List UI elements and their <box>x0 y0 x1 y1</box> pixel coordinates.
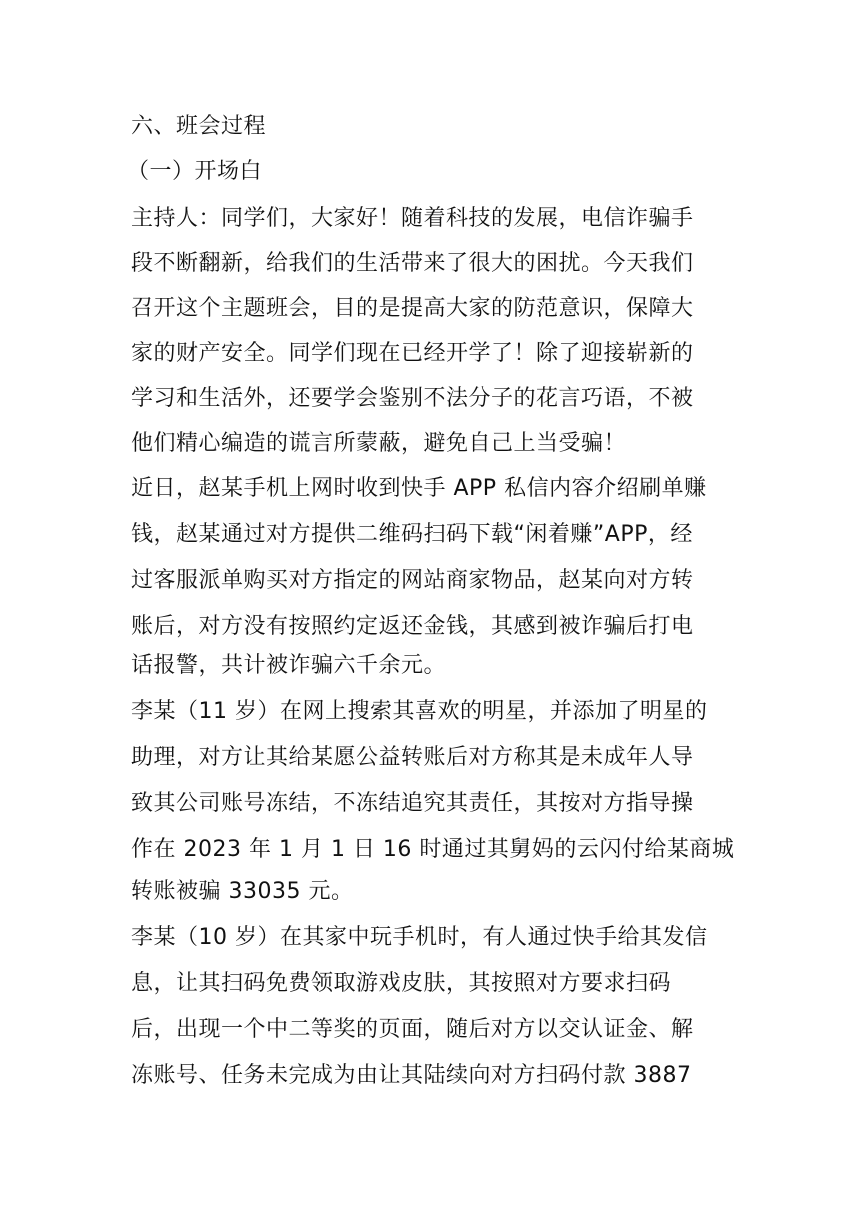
paragraph-line: 近日，赵某手机上网时收到快手 APP 私信内容介绍刷单赚 <box>131 476 707 501</box>
section-heading: 六、班会过程 <box>131 114 267 139</box>
paragraph-line: 后，出现一个中二等奖的页面，随后对方以交认证金、解 <box>131 1017 694 1042</box>
paragraph-line: 李某（11 岁）在网上搜索其喜欢的明星，并添加了明星的 <box>131 699 708 724</box>
paragraph-line: 主持人：同学们，大家好！随着科技的发展，电信诈骗手 <box>131 206 694 231</box>
paragraph-line: 话报警，共计被诈骗六千余元。 <box>131 653 447 678</box>
paragraph-line: 致其公司账号冻结，不冻结追究其责任，其按对方指导操 <box>131 791 694 816</box>
paragraph-line: 段不断翻新，给我们的生活带来了很大的困扰。今天我们 <box>131 251 694 276</box>
paragraph-line: 召开这个主题班会，目的是提高大家的防范意识，保障大 <box>131 296 694 321</box>
paragraph-line: 冻账号、任务未完成为由让其陆续向对方扫码付款 3887 <box>131 1063 692 1088</box>
paragraph-line: 助理，对方让其给某愿公益转账后对方称其是未成年人导 <box>131 745 694 770</box>
subsection-heading: （一）开场白 <box>127 159 263 184</box>
paragraph-line: 过客服派单购买对方指定的网站商家物品，赵某向对方转 <box>131 568 694 593</box>
paragraph-line: 转账被骗 33035 元。 <box>131 879 354 904</box>
paragraph-line: 账后，对方没有按照约定返还金钱，其感到被诈骗后打电 <box>131 614 694 639</box>
paragraph-line: 作在 2023 年 1 月 1 日 16 时通过其舅妈的云闪付给某商城 <box>131 837 735 862</box>
paragraph-line: 息，让其扫码免费领取游戏皮肤，其按照对方要求扫码 <box>131 971 672 996</box>
paragraph-line: 钱，赵某通过对方提供二维码扫码下载“闲着赚”APP，经 <box>131 522 693 547</box>
paragraph-line: 李某（10 岁）在其家中玩手机时，有人通过快手给其发信 <box>131 925 708 950</box>
paragraph-line: 他们精心编造的谎言所蒙蔽，避免自己上当受骗！ <box>131 431 627 456</box>
paragraph-line: 学习和生活外，还要学会鉴别不法分子的花言巧语，不被 <box>131 386 694 411</box>
paragraph-line: 家的财产安全。同学们现在已经开学了！除了迎接崭新的 <box>131 341 694 366</box>
